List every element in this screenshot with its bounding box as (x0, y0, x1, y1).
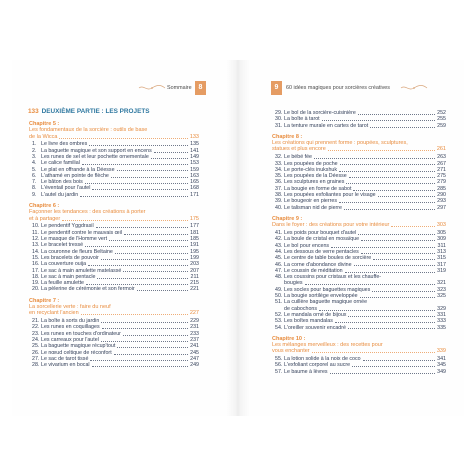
item-line (275, 123, 446, 129)
item-number: 19. (32, 280, 40, 287)
item-number: 29. (275, 110, 283, 116)
dot-leader (363, 360, 435, 361)
item-number: 21. (32, 318, 40, 325)
item-title: La bougie sortilège enveloppée (284, 293, 358, 300)
item-number: 1. (32, 141, 37, 148)
item-title: Les poupées de la Déesse (284, 173, 347, 180)
item-page-number: 241 (190, 343, 199, 350)
item-title: La boule de cristal en mosaïque (284, 236, 360, 243)
item-number: 2. (32, 147, 37, 154)
item-number: 30. (275, 116, 283, 123)
item-number: 48. (275, 274, 283, 281)
chapter-title-line (272, 348, 446, 354)
chapter-title: Dans le foyer : des créations pour votre intérieur (272, 222, 390, 229)
dot-leader (117, 347, 188, 348)
dot-leader (89, 145, 188, 146)
chapter-label: Chapitre 8 : (272, 133, 303, 140)
chapter-title: Façonner les tendances : des créations à porter (29, 209, 146, 216)
item-title: Le bougeoir en pierres (284, 198, 338, 205)
item-title: Le centre de table boules de sorcière (284, 255, 372, 262)
chapter-title: La sorcellerie verte : faire du neuf (29, 304, 111, 311)
page-number-badge: 9 (271, 81, 282, 95)
item-title: L'athamé en pointe de flèche (41, 172, 109, 179)
item-title: La corne d'abondance divine (284, 261, 352, 268)
item-page-number: 165 (190, 179, 199, 186)
item-number: 12. (32, 236, 40, 243)
toc-chapter (272, 134, 446, 153)
item-title: Les carreaux pour l'autel (41, 337, 99, 343)
item-title: Le bracelet tressé (41, 242, 84, 249)
item-title: Le talisman nid de pierre (284, 204, 343, 211)
item-number: 44. (275, 248, 283, 255)
item-number: 27. (32, 355, 40, 362)
dot-leader (109, 240, 188, 241)
item-title: L'oreiller souvenir encadré (284, 324, 346, 331)
dot-leader (80, 196, 188, 197)
dot-leader (124, 234, 188, 235)
item-number: 31. (275, 122, 283, 129)
item-line (275, 369, 446, 375)
item-title: La couronne de fleurs Beltaine (41, 248, 113, 255)
item-title: La pèlerine de cérémonie et son fermoir (41, 286, 135, 293)
dot-leader (117, 170, 188, 171)
chapter-title: et à partager (29, 215, 61, 222)
item-title: Les runes en touches d'ordinateur (41, 330, 121, 337)
dot-leader (348, 328, 435, 329)
item-title: Le sac à main pentacle (41, 273, 96, 280)
dot-leader (373, 259, 435, 260)
item-page-number: 252 (437, 110, 446, 116)
item-number: 20. (32, 286, 40, 293)
item-number: 46. (275, 261, 283, 268)
dot-leader (123, 335, 188, 336)
item-page-number: 233 (190, 330, 199, 337)
item-page-number: 153 (190, 160, 199, 167)
item-number: 56. (275, 362, 283, 369)
chapter-title: statues et plus encore (272, 146, 326, 153)
item-page-number: 135 (190, 141, 199, 148)
part-heading (28, 108, 150, 116)
dot-leader (137, 290, 188, 291)
item-page-number: 249 (190, 362, 199, 369)
dot-leader (339, 202, 435, 203)
item-page-number: 313 (437, 248, 446, 255)
item-title: La feuille amulette (41, 280, 84, 287)
dot-leader (370, 127, 435, 128)
item-page-number: 335 (437, 324, 446, 331)
page-gutter (226, 60, 250, 416)
dot-leader (312, 352, 435, 353)
item-title: Le bol pour encens (284, 242, 330, 249)
item-title: Les sculptures en graines (284, 179, 345, 186)
dot-leader (101, 341, 188, 342)
item-number: 13. (32, 242, 40, 249)
item-number: 3. (32, 153, 37, 160)
item-number: 22. (32, 324, 40, 331)
item-page-number: 163 (190, 172, 199, 179)
item-title: Les coussins pour cristaux et les chauffe- (284, 274, 382, 281)
toc-column-left (29, 119, 199, 368)
toc-item (272, 299, 446, 312)
item-number: 54. (275, 324, 283, 331)
dot-leader (353, 190, 435, 191)
item-page-number: 309 (437, 236, 446, 243)
item-title: La boîte à sorts du jardin (41, 318, 100, 325)
toc-column-right (272, 110, 446, 375)
dot-leader (322, 120, 435, 121)
item-title: La tenture murale en cartes de tarot (284, 122, 369, 129)
item-line (32, 192, 199, 198)
item-number: 52. (275, 311, 283, 318)
item-page-number: 311 (437, 242, 446, 249)
dot-leader (102, 328, 188, 329)
chapter-label: Chapitre 9 : (272, 215, 303, 222)
item-title: Le bâton des bois (41, 179, 83, 186)
chapter-page-number: 303 (436, 222, 446, 229)
item-title: bougies (284, 280, 303, 287)
item-number: 45. (275, 255, 283, 262)
toc-chapter (272, 336, 446, 355)
item-title: Le pendentif Yggdrasil (41, 223, 94, 230)
dot-leader (360, 297, 435, 298)
item-number: 35. (275, 173, 283, 180)
item-number: 37. (275, 185, 283, 192)
flourish-ornament-icon (400, 84, 428, 92)
item-number: 23. (32, 330, 40, 337)
dot-leader (97, 278, 188, 279)
chapter-label: Chapitre 10 : (272, 335, 306, 342)
item-page-number: 319 (437, 267, 446, 274)
item-page-number: 247 (190, 355, 199, 362)
item-line (275, 205, 446, 211)
toc-item (29, 286, 199, 292)
dot-leader (328, 150, 435, 151)
item-number: 6. (32, 172, 37, 179)
item-title: Le calice familial (41, 160, 80, 167)
dot-leader (92, 189, 188, 190)
item-title: La boîte à tarot (284, 116, 320, 123)
item-number: 18. (32, 273, 40, 280)
item-page-number: 237 (190, 337, 199, 343)
item-number: 43. (275, 242, 283, 249)
chapter-title-line (29, 134, 199, 140)
item-page-number: 290 (437, 192, 446, 199)
dot-leader (85, 183, 188, 184)
item-title: Les runes de sel et leur pochette ornementale (41, 153, 149, 160)
chapter-title-line (29, 310, 199, 316)
dot-leader (90, 360, 188, 361)
item-title: Le nœud celtique de réconfort (41, 349, 112, 356)
item-title: La bougie en forme de sabot (284, 185, 352, 192)
chapter-title-line (272, 222, 446, 228)
item-page-number: 279 (437, 179, 446, 186)
chapter-title: vous enchanter (272, 348, 310, 355)
item-page-number: 168 (190, 185, 199, 192)
dot-leader (82, 164, 188, 165)
item-page-number: 171 (190, 191, 199, 198)
chapter-page-number: 175 (189, 215, 199, 222)
item-page-number: 181 (190, 229, 199, 236)
item-title: Le pendentif contre le mauvais œil (41, 229, 122, 236)
item-title: Les poupées de poche (284, 160, 338, 167)
item-page-number: 255 (437, 116, 446, 123)
item-title: Le coussin de méditation (284, 267, 343, 274)
dot-leader (59, 138, 187, 139)
dot-leader (391, 226, 434, 227)
chapter-title: en recyclant l'ancien (29, 310, 79, 317)
item-title: Les boîtes mandalas (284, 318, 333, 325)
dot-leader (372, 291, 435, 292)
chapter-title-line (272, 146, 446, 152)
chapter-page-number: 227 (189, 310, 199, 317)
dot-leader (123, 271, 188, 272)
dot-leader (349, 177, 435, 178)
item-number: 41. (275, 230, 283, 237)
page-number-badge: 8 (195, 81, 206, 95)
item-page-number: 149 (190, 153, 199, 160)
item-page-number: 267 (437, 160, 446, 167)
item-page-number: 263 (437, 154, 446, 161)
chapter-title-line (29, 216, 199, 222)
toc-item (272, 205, 446, 211)
dot-leader (331, 247, 435, 248)
item-title: Les runes en coquillages (41, 324, 100, 331)
item-title: Le livre des ombres (41, 141, 88, 148)
item-number: 47. (275, 267, 283, 274)
dot-leader (344, 209, 435, 210)
item-page-number: 321 (437, 280, 446, 287)
dot-leader (330, 373, 435, 374)
dot-leader (305, 284, 435, 285)
item-number: 38. (275, 192, 283, 199)
item-page-number: 207 (190, 267, 199, 274)
item-page-number: 271 (437, 166, 446, 173)
item-title: L'éventail pour l'autel (41, 185, 91, 192)
dot-leader (88, 265, 188, 266)
item-number: 53. (275, 318, 283, 325)
chapter-page-number: 339 (436, 348, 446, 355)
item-number: 32. (275, 154, 283, 161)
item-title: L'autel du jardin (41, 191, 79, 198)
dot-leader (96, 227, 188, 228)
item-title: Le porte-clés inukshuk (284, 166, 337, 173)
chapter-title: Les mélanges merveilleux : des recettes pour (272, 342, 383, 349)
item-page-number: 293 (437, 198, 446, 205)
chapter-page-number: 261 (436, 146, 446, 153)
item-page-number: 329 (437, 305, 446, 312)
dot-leader (151, 158, 188, 159)
item-title: Les poupées exfoliantes pour le visage (284, 192, 376, 199)
item-page-number: 325 (437, 293, 446, 300)
item-page-number: 331 (437, 311, 446, 318)
toc-chapter (29, 203, 199, 222)
item-page-number: 191 (190, 242, 199, 249)
item-number: 39. (275, 198, 283, 205)
toc-item (272, 325, 446, 331)
item-number: 16. (32, 261, 40, 268)
item-number: 36. (275, 179, 283, 186)
toc-item (29, 362, 199, 368)
chapter-title: Les créations qui prennent forme : poupées, sculptures, (272, 140, 408, 147)
item-page-number: 259 (437, 122, 446, 129)
item-number: 14. (32, 248, 40, 255)
item-page-number: 211 (190, 273, 199, 280)
item-number: 11. (32, 229, 39, 236)
item-number: 28. (32, 362, 40, 369)
item-page-number: 245 (190, 349, 199, 356)
toc-item (272, 369, 446, 375)
dot-leader (378, 196, 435, 197)
dot-leader (81, 314, 188, 315)
item-number: 50. (275, 293, 283, 300)
toc-chapter (272, 216, 446, 229)
item-title: de cabochons (284, 305, 317, 312)
dot-leader (361, 240, 435, 241)
item-page-number: 195 (190, 248, 199, 255)
item-number: 33. (275, 160, 283, 167)
item-number: 25. (32, 343, 40, 350)
item-title: Le mandala orné de bijoux (284, 311, 347, 318)
item-title: La couverture ouija (41, 261, 87, 268)
item-page-number: 203 (190, 261, 199, 268)
item-line (32, 286, 199, 292)
item-page-number: 215 (190, 280, 199, 287)
dot-leader (346, 183, 435, 184)
dot-leader (340, 164, 435, 165)
item-page-number: 199 (190, 254, 199, 261)
item-page-number: 317 (437, 261, 446, 268)
item-number: 8. (32, 185, 37, 192)
item-page-number: 185 (190, 236, 199, 243)
item-title: Le bol de la sorcière-cuisinière (284, 110, 356, 116)
item-number: 7. (32, 179, 37, 186)
item-page-number: 345 (437, 362, 446, 369)
item-page-number: 177 (190, 223, 199, 230)
dot-leader (86, 284, 188, 285)
item-number: 40. (275, 204, 283, 211)
toc-chapter (29, 298, 199, 317)
header-section-title: Sommaire (167, 85, 192, 91)
item-page-number: 349 (437, 368, 446, 375)
dot-leader (111, 177, 188, 178)
part-title: DEUXIÈME PARTIE : LES PROJETS (41, 108, 150, 115)
item-number: 57. (275, 368, 283, 375)
toc-chapter (29, 121, 199, 140)
dot-leader (314, 158, 435, 159)
item-page-number: 221 (190, 286, 199, 293)
item-page-number: 141 (190, 147, 199, 154)
item-number: 51. (275, 299, 283, 306)
item-title: La cuillère baguette magique ornée (284, 299, 368, 306)
dot-leader (352, 366, 435, 367)
item-number: 42. (275, 236, 283, 243)
item-page-number: 323 (437, 286, 446, 293)
item-title: Le masque de l'Homme vert (41, 236, 108, 243)
toc-item (29, 192, 199, 198)
item-number: 15. (32, 254, 40, 261)
dot-leader (358, 234, 435, 235)
toc-item (272, 274, 446, 287)
dot-leader (339, 171, 435, 172)
item-page-number: 231 (190, 324, 199, 331)
dot-leader (62, 220, 188, 221)
chapter-title: Les fondamentaux de la sorcière : outils de base (29, 127, 148, 134)
item-number: 5. (32, 166, 37, 173)
dot-leader (154, 152, 188, 153)
item-number: 10. (32, 223, 40, 230)
item-line (32, 362, 199, 368)
item-page-number: 275 (437, 173, 446, 180)
item-title: La baguette magique et son support en encens (41, 147, 152, 154)
item-page-number: 333 (437, 318, 446, 325)
item-number: 4. (32, 160, 37, 167)
dot-leader (114, 354, 188, 355)
item-page-number: 229 (190, 318, 199, 325)
dot-leader (101, 322, 188, 323)
item-title: Les poids pour bouquet d'autel (284, 230, 357, 237)
item-title: Les dessous de verre pentacles (284, 248, 359, 255)
dot-leader (345, 272, 435, 273)
item-title: La baguette magique récup'tout (41, 343, 116, 350)
item-number: 9. (32, 191, 37, 198)
item-number: 55. (275, 356, 283, 363)
dot-leader (92, 366, 188, 367)
dot-leader (85, 246, 188, 247)
item-number: 24. (32, 337, 40, 343)
item-title: Le sac à main amulette matelassé (41, 267, 122, 274)
dot-leader (358, 114, 435, 115)
dot-leader (101, 259, 188, 260)
item-page-number: 341 (437, 356, 446, 363)
flourish-ornament-icon (138, 84, 166, 92)
item-title: Les bracelets de pouvoir (41, 254, 99, 261)
part-page-number: 133 (28, 108, 39, 115)
item-title: Le vivarium en bocal (41, 362, 90, 369)
item-title: La lotion solide à la noix de coco (284, 356, 361, 363)
chapter-title: de la Wicca (29, 133, 58, 140)
item-page-number: 305 (437, 230, 446, 237)
item-number: 26. (32, 349, 40, 356)
header-book-title: 60 idées magiques pour sorcières créatives (286, 85, 390, 91)
item-page-number: 297 (437, 204, 446, 211)
item-page-number: 285 (437, 185, 446, 192)
item-title: Le bébé fée (284, 154, 312, 161)
item-number: 17. (32, 267, 40, 274)
item-title: Les socles pour baguettes magiques (284, 286, 371, 293)
item-number: 49. (275, 286, 283, 293)
dot-leader (115, 253, 188, 254)
toc-item (272, 123, 446, 129)
dot-leader (348, 316, 435, 317)
chapter-label: Chapitre 7 : (29, 297, 60, 304)
item-number: 34. (275, 166, 283, 173)
item-title: Le baume à lèvres (284, 368, 328, 375)
dot-leader (319, 310, 435, 311)
item-title: Le plat en offrande à la Déesse (41, 166, 115, 173)
chapter-label: Chapitre 5 : (29, 121, 60, 127)
item-line (275, 325, 446, 331)
dot-leader (361, 253, 435, 254)
chapter-page-number: 133 (189, 133, 199, 140)
dot-leader (335, 322, 435, 323)
chapter-label: Chapitre 6 : (29, 203, 60, 210)
item-page-number: 159 (190, 166, 199, 173)
dot-leader (354, 265, 435, 266)
item-title: L'exfoliant corporel au sucre (284, 362, 351, 369)
item-page-number: 315 (437, 255, 446, 262)
item-title: Le sac de tarot tissé (41, 355, 89, 362)
